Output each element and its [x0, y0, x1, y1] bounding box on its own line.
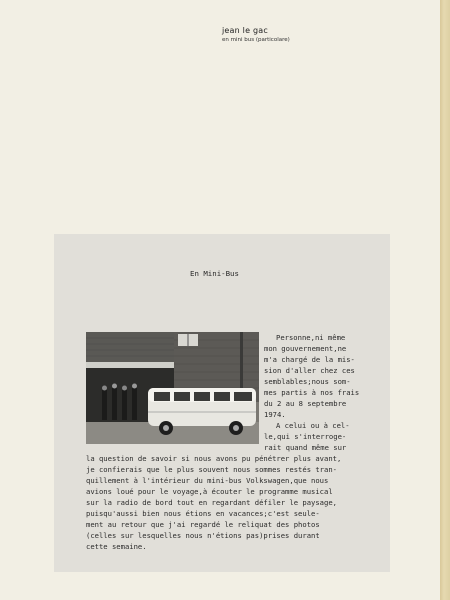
author-header — [222, 26, 290, 44]
text-line: Personne,ni même — [276, 333, 346, 342]
text-line: ment au retour que j'ai regardé le reliquat des photos — [86, 520, 320, 529]
text-line: le,qui s'interroge- — [264, 432, 347, 441]
text-line: sion d'aller chez ces — [264, 366, 355, 375]
page-edge — [440, 0, 450, 600]
text-line: avions loué pour le voyage,à écouter le programme musical — [86, 487, 333, 496]
text-line: quillement à l'intérieur du mini-bus Volkswagen,que nous — [86, 476, 329, 485]
text-line: du 2 au 8 septembre — [264, 399, 347, 408]
author-name: jean le gac — [222, 26, 268, 35]
text-line: mon gouvernement,ne — [264, 344, 347, 353]
text-line: je confierais que le plus souvent nous sommes restés tran- — [86, 465, 337, 474]
text-line: A celui ou à cel- — [276, 421, 350, 430]
text-line: m'a chargé de la mis- — [264, 355, 355, 364]
text-line: mes partis à nos frais — [264, 388, 360, 397]
typed-title: En Mini-Bus — [190, 269, 239, 278]
text-line: semblables;nous som- — [264, 377, 351, 386]
text-line: puisqu'aussi bien nous étions en vacances;c'est seule- — [86, 509, 320, 518]
text-line: la question de savoir si nous avons pu pénétrer plus avant, — [86, 454, 342, 463]
minibus-photo — [86, 332, 259, 444]
text-line: cette semaine. — [86, 542, 147, 551]
text-line: 1974. — [264, 410, 286, 419]
text-line: (celles sur lesquelles nous n'étions pas)prises durant — [86, 531, 320, 540]
text-line: sur la radio de bord tout en regardant défiler le paysage, — [86, 498, 337, 507]
author-subtitle: en mini bus (particolare) — [222, 37, 290, 43]
text-line: rait quand même sur — [264, 443, 347, 452]
